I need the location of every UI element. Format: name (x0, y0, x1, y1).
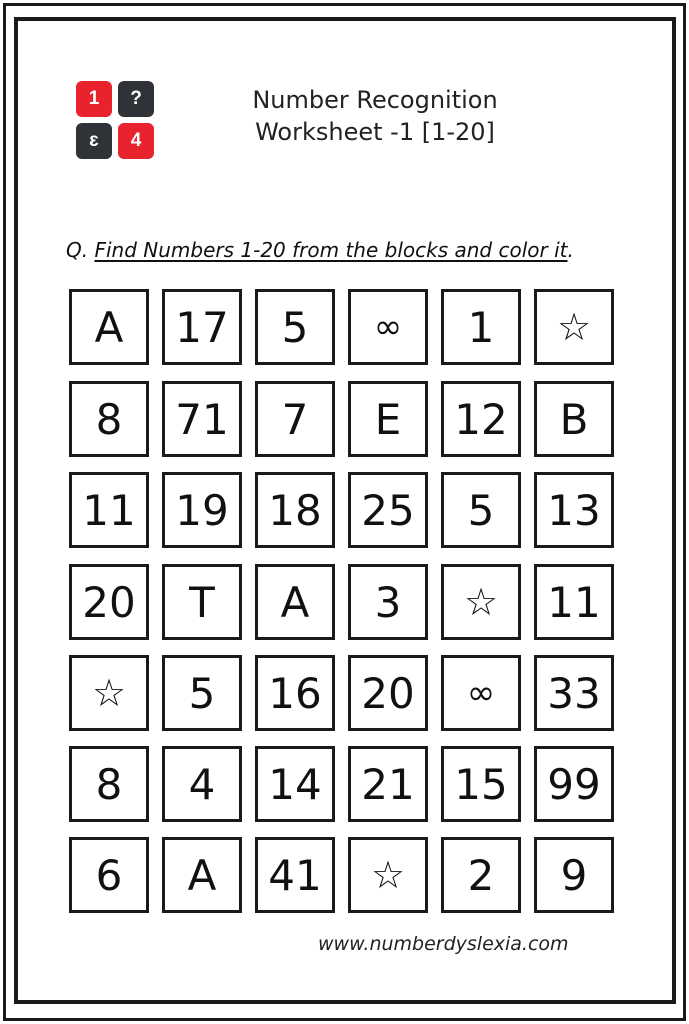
grid-cell: 20 (69, 564, 149, 640)
star-icon: ☆ (441, 564, 521, 640)
title-line-1: Number Recognition (252, 86, 498, 114)
grid-cell: 71 (162, 381, 242, 457)
grid-cell: 99 (534, 746, 614, 822)
grid-cell: 8 (69, 381, 149, 457)
grid-cell: E (348, 381, 428, 457)
grid-cell: 6 (69, 837, 149, 913)
grid-cell: 3 (348, 564, 428, 640)
title-line-2: Worksheet -1 [1-20] (255, 118, 495, 146)
grid-cell: 41 (255, 837, 335, 913)
grid-cell: 12 (441, 381, 521, 457)
logo-tile-2: ? (118, 81, 154, 117)
logo-tile-1: 1 (76, 81, 112, 117)
grid-cell: 11 (69, 472, 149, 548)
grid-cell: A (255, 564, 335, 640)
grid-cell: B (534, 381, 614, 457)
grid-cell: T (162, 564, 242, 640)
grid-cell: 1 (441, 289, 521, 365)
logo-tile-3: ɛ (76, 123, 112, 159)
grid-cell: ∞ (348, 289, 428, 365)
grid-cell: 15 (441, 746, 521, 822)
grid-cell: 13 (534, 472, 614, 548)
grid-cell: 2 (441, 837, 521, 913)
worksheet-title (220, 84, 530, 148)
grid-cell: A (69, 289, 149, 365)
question-instruction (66, 238, 636, 262)
grid-cell: 8 (69, 746, 149, 822)
number-dyslexia-logo (76, 81, 154, 159)
grid-cell: 4 (162, 746, 242, 822)
question-prefix: Q. (66, 238, 89, 262)
grid-cell: 9 (534, 837, 614, 913)
star-icon: ☆ (69, 655, 149, 731)
grid-cell: 20 (348, 655, 428, 731)
grid-cell: 18 (255, 472, 335, 548)
grid-cell: 16 (255, 655, 335, 731)
grid-cell: 5 (255, 289, 335, 365)
grid-cell: 5 (441, 472, 521, 548)
grid-cell: 25 (348, 472, 428, 548)
grid-cell: 7 (255, 381, 335, 457)
grid-cell: 17 (162, 289, 242, 365)
website-url: www.numberdyslexia.com (318, 933, 569, 955)
grid-cell: A (162, 837, 242, 913)
number-grid (69, 289, 616, 913)
grid-cell: 5 (162, 655, 242, 731)
grid-cell: 14 (255, 746, 335, 822)
grid-cell: 33 (534, 655, 614, 731)
grid-cell: ∞ (441, 655, 521, 731)
question-text: Find Numbers 1-20 from the blocks and color it (94, 238, 568, 262)
question-suffix: . (567, 238, 574, 262)
grid-cell: 21 (348, 746, 428, 822)
grid-cell: 11 (534, 564, 614, 640)
logo-tile-4: 4 (118, 123, 154, 159)
grid-cell: 19 (162, 472, 242, 548)
star-icon: ☆ (348, 837, 428, 913)
star-icon: ☆ (534, 289, 614, 365)
